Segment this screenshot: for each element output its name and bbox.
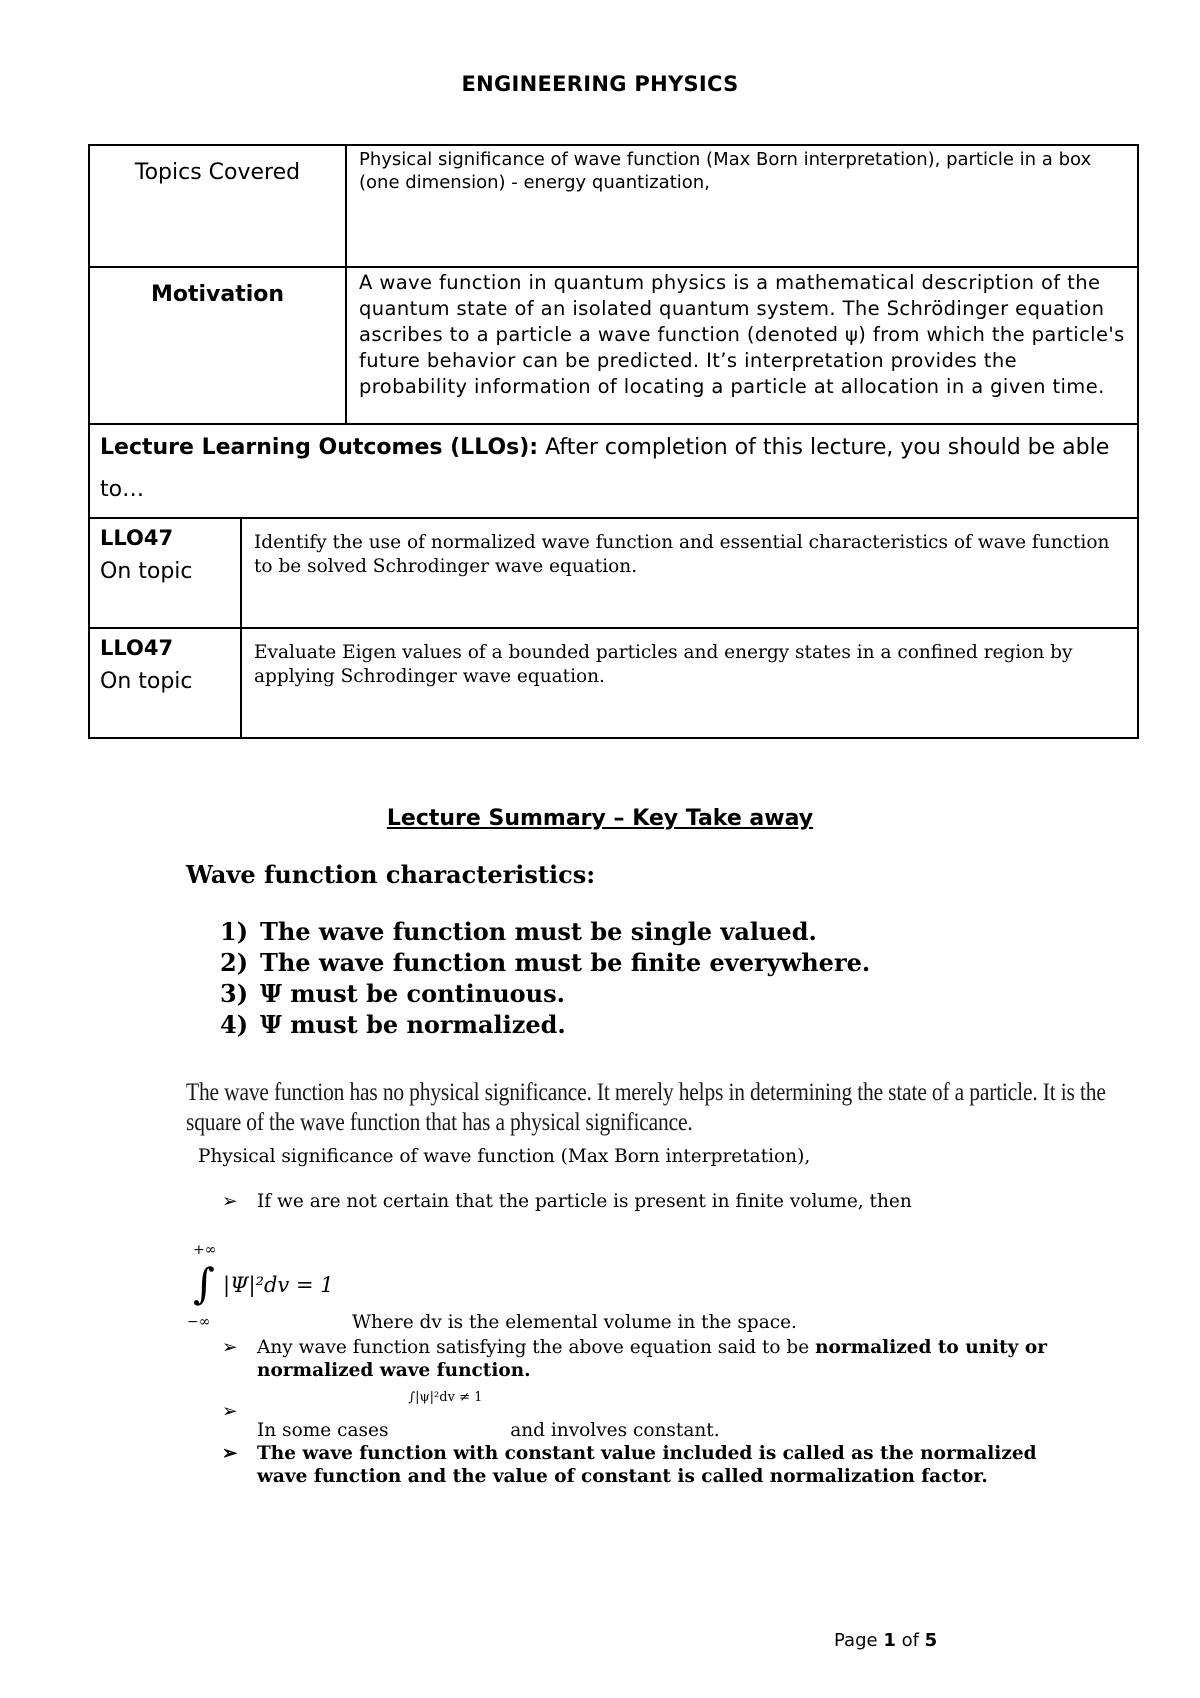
list-number: 3)	[220, 979, 249, 1008]
llo-row	[89, 628, 1138, 738]
bullet-text: If we are not certain that the particle is present in finite volume, then	[257, 1191, 912, 1212]
list-item	[220, 947, 870, 978]
list-number: 1)	[220, 917, 249, 946]
bullet-plain-text: Any wave function satisfying the above equation said to be	[257, 1337, 816, 1358]
list-text: Ψ must be continuous.	[260, 979, 565, 1008]
bullet-item	[222, 1336, 1062, 1382]
arrow-bullet-icon: ➢	[222, 1191, 238, 1212]
of-word: of	[895, 1630, 925, 1651]
inline-integral-expr: ∫|ψ|²dv ≠ 1	[408, 1390, 483, 1405]
arrow-bullet-icon: ➢	[222, 1443, 238, 1464]
summary-title: Lecture Summary – Key Take away	[386, 806, 814, 831]
llo-row	[89, 518, 1138, 628]
page-word: Page	[834, 1630, 884, 1651]
bullet-plain-text: and involves constant.	[504, 1420, 720, 1441]
list-text: The wave function must be finite everywhere.	[260, 948, 871, 977]
topics-label: Topics Covered	[89, 145, 346, 267]
list-number: 4)	[220, 1010, 249, 1039]
llo-heading-bold: Lecture Learning Outcomes (LLOs):	[100, 435, 539, 460]
bullet-item	[222, 1190, 912, 1213]
integral-body: |Ψ|²dv = 1	[223, 1273, 334, 1297]
motivation-label: Motivation	[89, 267, 346, 424]
bullet-text	[257, 1336, 1062, 1382]
llo-code: LLO47	[100, 636, 174, 660]
motivation-text: A wave function in quantum physics is a mathematical description of the quantum state of an isolated quantum system. The Schrödinger equation ascribes to a particle a wave function (denoted ψ) from which the particle's future behavior can be predicted. It’s interpretation provides the probability information of locating a particle at allocation in a given time.	[346, 267, 1138, 424]
total-pages: 5	[924, 1630, 938, 1651]
characteristics-heading: Wave function characteristics:	[186, 860, 596, 889]
bullet-bold-text: normalized to unity or normalized wave function.	[257, 1337, 1047, 1381]
motivation-row	[89, 267, 1138, 424]
bullet-item	[222, 1442, 1062, 1488]
list-item	[220, 978, 870, 1009]
llo-sub: On topic	[100, 669, 193, 694]
list-number: 2)	[220, 948, 249, 977]
list-text: The wave function must be single valued.	[260, 917, 817, 946]
topics-text: Physical significance of wave function (Max Born interpretation), particle in a box (one dimension) - energy quantization,	[346, 145, 1138, 267]
topics-row	[89, 145, 1138, 267]
where-text: Where dv is the elemental volume in the space.	[352, 1312, 797, 1333]
integral-lower-limit: −∞	[187, 1314, 211, 1328]
llo-heading-rest: After completion of this lecture, you should be able to…	[100, 435, 1110, 502]
arrow-bullet-icon: ➢	[222, 1401, 238, 1422]
page-number	[834, 1630, 937, 1651]
integral-sign-icon: ∫	[193, 1259, 215, 1308]
bullet-item	[222, 1390, 1062, 1442]
llo-sub: On topic	[100, 559, 193, 584]
bullet-text	[257, 1390, 1062, 1442]
characteristics-list	[220, 916, 870, 1040]
inline-integral	[394, 1390, 504, 1440]
integral-upper-limit: +∞	[193, 1242, 217, 1258]
physical-significance-text: Physical significance of wave function (Max Born interpretation),	[198, 1146, 811, 1167]
bullet-text: The wave function with constant value included is called as the normalized wave function and the value of constant is called normalization factor.	[257, 1443, 1037, 1487]
list-item	[220, 1009, 870, 1040]
llo-id-cell	[89, 518, 241, 628]
llo-text: Evaluate Eigen values of a bounded particles and energy states in a confined region by applying Schrodinger wave equation.	[241, 628, 1138, 738]
bullet-plain-text: In some cases	[257, 1420, 395, 1441]
scanned-note: The wave function has no physical significance. It merely helps in determining the state of a particle. It is the square of the wave function that has a physical significance.	[186, 1079, 1106, 1136]
lecture-info-table	[88, 144, 1139, 739]
llo-heading-row	[89, 424, 1138, 518]
document-title: ENGINEERING PHYSICS	[461, 72, 739, 96]
llo-id-cell	[89, 628, 241, 738]
list-item	[220, 916, 870, 947]
arrow-bullet-icon: ➢	[222, 1337, 238, 1358]
llo-heading	[89, 424, 1138, 518]
llo-text: Identify the use of normalized wave function and essential characteristics of wave function to be solved Schrodinger wave equation.	[241, 518, 1138, 628]
current-page: 1	[883, 1630, 896, 1651]
list-text: Ψ must be normalized.	[260, 1010, 566, 1039]
llo-code: LLO47	[100, 526, 174, 550]
